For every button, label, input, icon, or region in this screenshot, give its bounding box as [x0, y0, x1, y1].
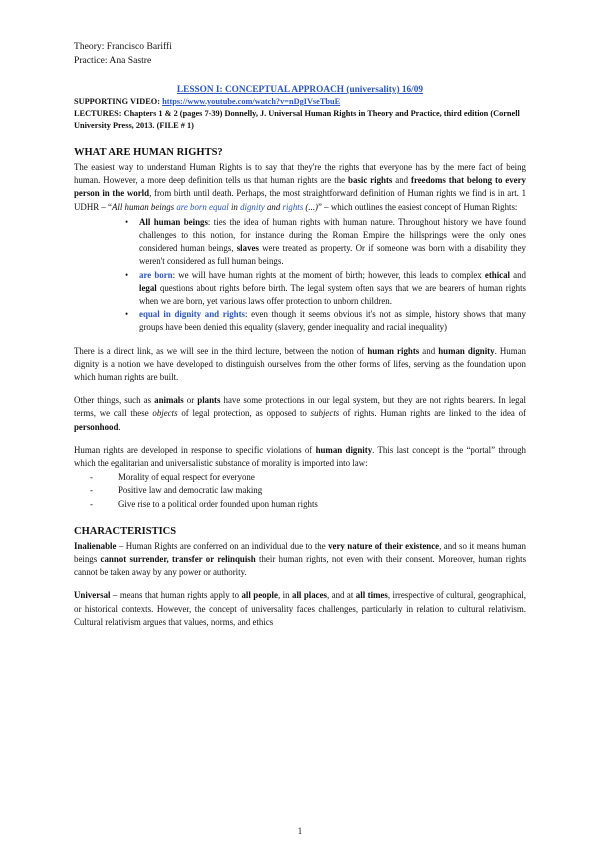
- lectures-line: [74, 108, 526, 132]
- video-link[interactable]: https://www.youtube.com/watch?v=nDgIVseTbuE: [162, 97, 341, 106]
- paragraph-dignity: There is a direct link, as we will see in the third lecture, between the notion of human rights and human dignity. Human dignity is a notion we have developed to distinguish ourselves from the other forms of lifes, serving as the foundation upon which human rights are built.: [74, 345, 526, 383]
- video-label: SUPPORTING VIDEO: [74, 97, 158, 106]
- theory-line: Theory: Francisco Bariffi: [74, 41, 172, 52]
- paragraph-objects-subjects: Other things, such as animals or plants have some protections in our legal system, but they are not rights bearers. In legal terms, we call these objects of legal protection, as opposed to subjects of rights. Human rights are linked to the idea of personhood.: [74, 395, 527, 432]
- paragraph-definition: The easiest way to understand Human Rights is to say that they're the rights that everyone has by the mere fact of being human. However, a more deep definition tells us that human rights are the basic rights and freedoms that belong to every person in the world, from birth until death. Perhaps, the most straightforward definition of Human rights we find is in art. 1 UDHR – “All human beings are born equal in dignity and rights (...)” – which outlines the easiest concept of Human Rights:: [74, 162, 527, 212]
- list-item: - Give rise to a political order founded upon human rights: [118, 498, 526, 511]
- practice-line: Practice: Ana Sastre: [74, 55, 152, 66]
- page-number: 1: [297, 826, 303, 836]
- morality-list: [74, 471, 526, 511]
- lectures-text: : Chapters 1 & 2 (pages 7-39) Donnelly, J. Universal Human Rights in Theory and Practice, third edition (Cornell University Press, 2013. (FILE # 1): [74, 109, 520, 130]
- paragraph-universal: Universal – means that human rights apply to all people, in all places, and at all times, irrespective of cultural, geographical, or historical contexts. However, the concept of universality faces challenges, particularly in relation to cultural relativism. Cultural relativism argues that values, norms, and ethics: [74, 590, 527, 627]
- list-item: - Morality of equal respect for everyone: [118, 471, 526, 484]
- list-item: • are born: we will have human rights at the moment of birth; however, this leads to complex ethical and legal questions about rights before birth. The legal system often says that we are bearers of human rights when we are born, yet various laws offer protection to unborn children.: [139, 269, 526, 309]
- section-heading-what-are-human-rights: WHAT ARE HUMAN RIGHTS?: [74, 147, 223, 158]
- list-item: • All human beings: ties the idea of human rights with human nature. Throughout history we have found challenges to this notion, for instance during the Roman Empire the hillsprings were the only ones considered human beings, slaves were treated as property. Or if someone was born with a disability they weren't considered as full human beings.: [139, 216, 526, 269]
- video-sep: :: [157, 97, 163, 106]
- lesson-title: LESSON I: CONCEPTUAL APPROACH (universality) 16/09: [176, 85, 424, 95]
- list-item: • equal in dignity and rights: even though it seems obvious it's not as simple, history shows that many groups have been denied this equality (slavery, gender inequality and racial inequality): [139, 308, 526, 334]
- list-item: - Positive law and democratic law making: [118, 484, 526, 497]
- supporting-video-line: [74, 96, 526, 108]
- paragraph-portal: Human rights are developed in response to specific violations of human dignity. This last concept is the “portal” through which the egalitarian and universalistic substance of morality is imported into law:: [74, 444, 526, 469]
- lectures-label: LECTURES: [74, 109, 119, 118]
- section-heading-characteristics: CHARACTERISTICS: [74, 525, 177, 537]
- definition-bullets: [74, 216, 526, 335]
- paragraph-inalienable: Inalienable – Human Rights are conferred on an individual due to the very nature of their existence, and so it means human beings cannot surrender, transfer or relinquish their human rights, not even with their consent. Moreover, human rights cannot be taken away by any power or authority.: [74, 540, 527, 578]
